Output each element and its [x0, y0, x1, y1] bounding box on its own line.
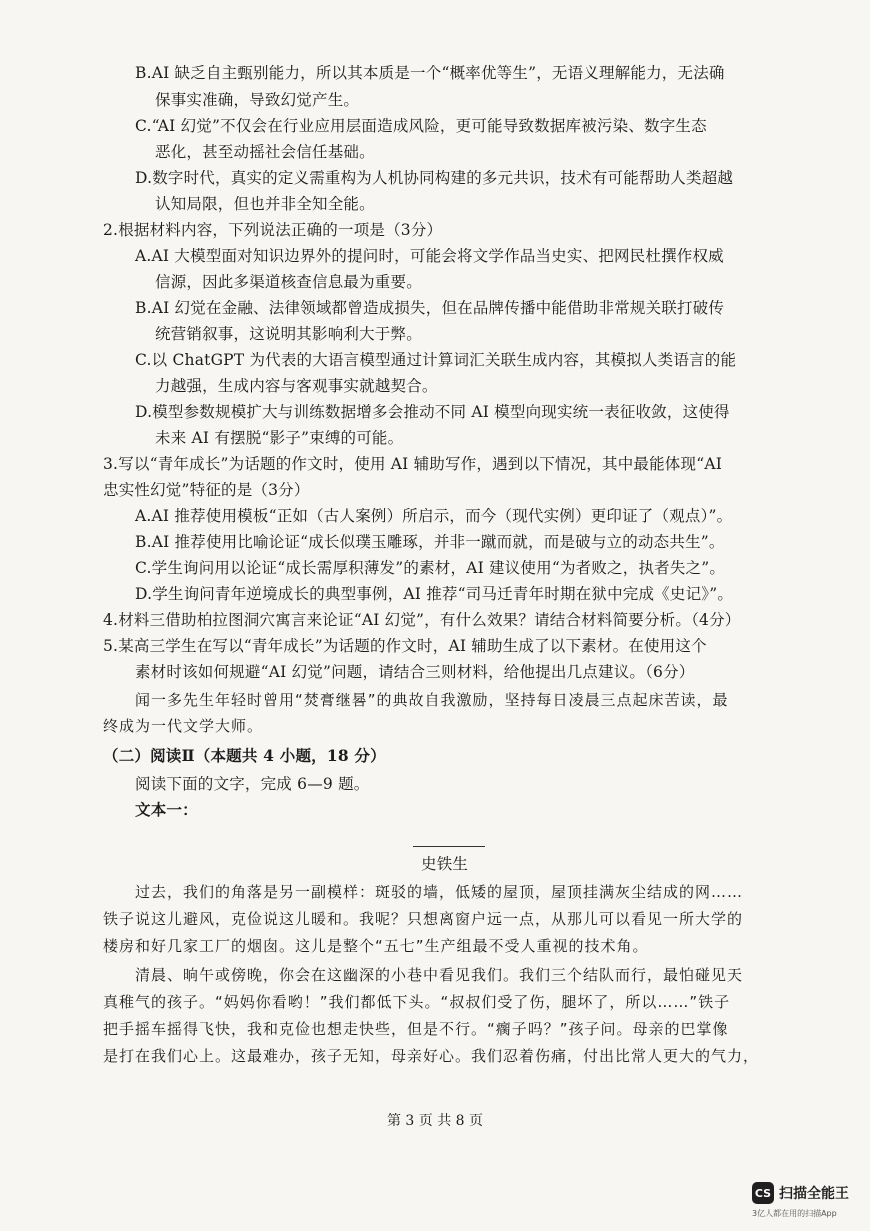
- option-2b-line-1: B.AI 幻觉在金融、法律领域都曾造成损失，但在品牌传播中能借助非常规关联打破传: [135, 299, 725, 317]
- option-1c-line-2: 恶化，甚至动摇社会信任基础。: [155, 143, 375, 161]
- scanner-tagline: 3亿人都在用的扫描App: [752, 1209, 837, 1218]
- passage-line-5: 真稚气的孩子。“妈妈你看哟！”我们都低下头。“叔叔们受了伤，腿坏了，所以……”铁子: [103, 993, 731, 1011]
- option-2a-line-1: A.AI 大模型面对知识边界外的提问时，可能会将文学作品当史实、把网民杜撰作权威: [135, 247, 724, 265]
- question-2-stem: 2.根据材料内容，下列说法正确的一项是（3分）: [103, 221, 443, 239]
- option-3b: B.AI 推荐使用比喻论证“成长似璞玉雕琢，并非一蹴而就，而是破与立的动态共生”。: [135, 533, 725, 551]
- option-2d-line-2: 未来 AI 有摆脱“影子”束缚的可能。: [155, 429, 404, 447]
- option-2c-line-1: C.以 ChatGPT 为代表的大语言模型通过计算词汇关联生成内容，其模拟人类语言的能: [135, 351, 737, 369]
- question-3-stem-line-1: 3.写以“青年成长”为话题的作文时，使用 AI 辅助写作，遇到以下情况，其中最能体现“AI: [103, 455, 723, 473]
- passage-line-6: 把手摇车摇得飞快，我和克俭也想走快些，但是不行。“瘸子吗？”孩子问。母亲的巴掌像: [103, 1020, 729, 1038]
- passage-line-7: 是打在我们心上。这最难办，孩子无知，母亲好心。我们忍着伤痛，付出比常人更大的气力，: [103, 1047, 760, 1065]
- option-3c: C.学生询问用以论证“成长需厚积薄发”的素材，AI 建议使用“为者败之，执者失之”。: [135, 559, 726, 577]
- passage-line-2: 铁子说这儿避风，克俭说这儿暖和。我呢？只想离窗户远一点，从那儿可以看见一所大学的: [103, 910, 744, 928]
- passage-line-4: 清晨、晌午或傍晚，你会在这幽深的小巷中看见我们。我们三个结队而行，最怕碰见天: [135, 966, 744, 984]
- question-5-line-1: 5.某高三学生在写以“青年成长”为话题的作文时，AI 辅助生成了以下素材。在使用这个: [103, 637, 707, 655]
- reading-instruction: 阅读下面的文字，完成 6—9 题。: [135, 775, 370, 793]
- ai-material-line-1: 闻一多先生年轻时曾用“焚膏继晷”的典故自我激励，坚持每日凌晨三点起床苦读，最: [135, 691, 729, 709]
- option-2a-line-2: 信源，因此多渠道核查信息最为重要。: [155, 273, 422, 291]
- option-1b-line-1: B.AI 缺乏自主甄别能力，所以其本质是一个“概率优等生”，无语义理解能力，无法确: [135, 64, 725, 82]
- title-rule: [413, 846, 485, 847]
- option-1d-line-2: 认知局限，但也并非全知全能。: [155, 195, 375, 213]
- option-1d-line-1: D.数字时代，真实的定义需重构为人机协同构建的多元共识，技术有可能帮助人类超越: [135, 169, 734, 187]
- option-3a: A.AI 推荐使用模板“正如（古人案例）所启示，而今（现代实例）更印证了（观点）”。: [135, 507, 733, 525]
- option-3d: D.学生询问青年逆境成长的典型事例，AI 推荐“司马迁青年时期在狱中完成《史记》”。: [135, 585, 734, 603]
- scanner-app-name: 扫描全能王: [779, 1186, 849, 1202]
- option-1c-line-1: C.“AI 幻觉”不仅会在行业应用层面造成风险，更可能导致数据库被污染、数字生态: [135, 117, 707, 135]
- text-one-label: 文本一：: [135, 800, 198, 819]
- question-3-stem-line-2: 忠实性幻觉”特征的是（3分）: [103, 481, 310, 499]
- page-number: 第 3 页 共 8 页: [386, 1113, 484, 1129]
- section-heading: （二）阅读Ⅱ（本题共 4 小题，18 分）: [103, 746, 386, 765]
- passage-line-1: 过去，我们的角落是另一副模样：斑驳的墙，低矮的屋顶，屋顶挂满灰尘结成的网……: [135, 883, 744, 901]
- author-name: 史铁生: [421, 855, 469, 873]
- question-4: 4.材料三借助柏拉图洞穴寓言来论证“AI 幻觉”，有什么效果？请结合材料简要分析。（4分）: [103, 611, 741, 629]
- cs-logo-icon: CS: [752, 1182, 774, 1204]
- option-2d-line-1: D.模型参数规模扩大与训练数据增多会推动不同 AI 模型向现实统一表征收敛，这使得: [135, 403, 730, 421]
- ai-material-line-2: 终成为一代文学大师。: [103, 717, 264, 735]
- option-2b-line-2: 统营销叙事，这说明其影响利大于弊。: [155, 325, 422, 343]
- question-5-line-2: 素材时该如何规避“AI 幻觉”问题，请结合三则材料，给他提出几点建议。（6分）: [135, 663, 695, 681]
- passage-line-3: 楼房和好几家工厂的烟囱。这儿是整个“五七”生产组最不受人重视的技术角。: [103, 937, 649, 955]
- scanner-watermark: [752, 1182, 862, 1226]
- option-2c-line-2: 力越强，生成内容与客观事实就越契合。: [155, 377, 438, 395]
- option-1b-line-2: 保事实准确，导致幻觉产生。: [155, 91, 360, 109]
